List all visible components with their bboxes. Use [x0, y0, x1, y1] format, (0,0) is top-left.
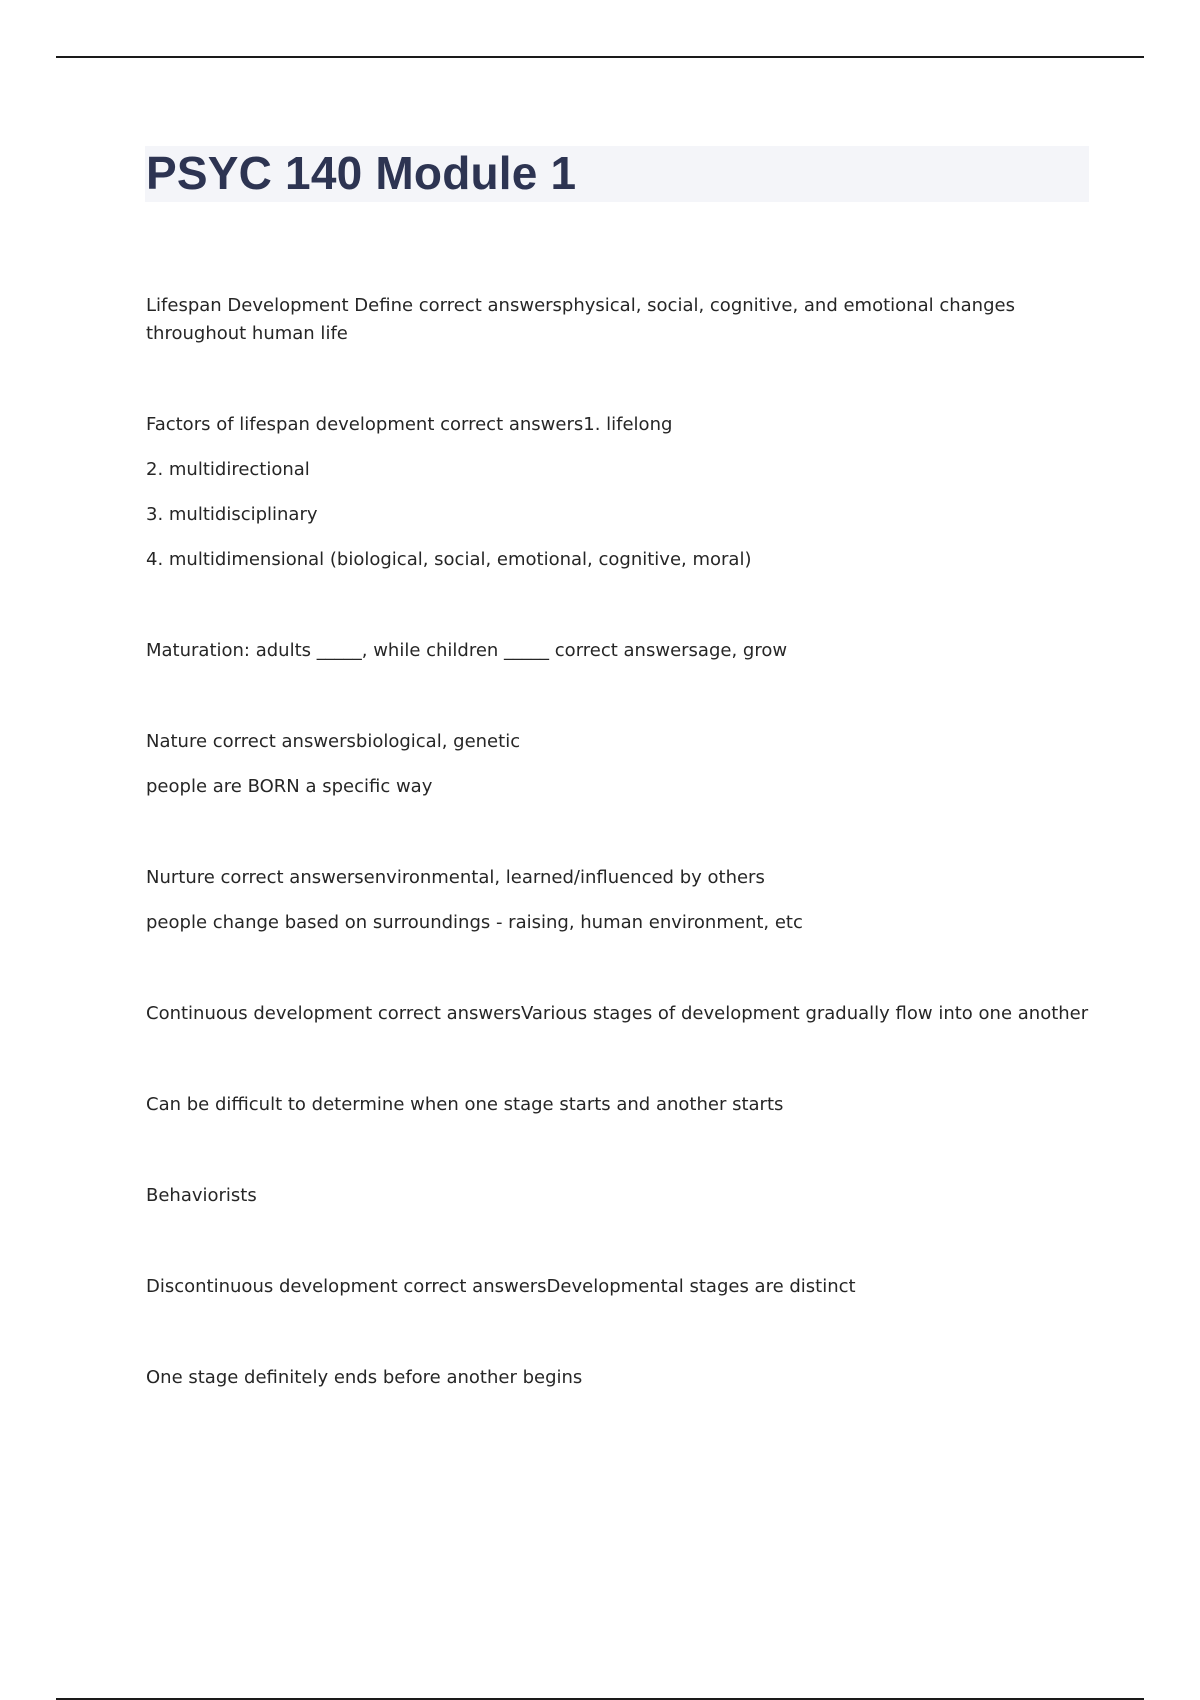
entry-nurture: Nurture correct answersenvironmental, learned/influenced by others: [146, 867, 765, 888]
entry-factor-multidimensional: 4. multidimensional (biological, social, emotional, cognitive, moral): [146, 549, 752, 570]
entry-nature-detail: people are BORN a specific way: [146, 776, 433, 797]
flashcard-content: [146, 292, 1091, 1392]
entry-nurture-detail: people change based on surroundings - raising, human environment, etc: [146, 912, 803, 933]
entry-discontinuous-detail: One stage definitely ends before another begins: [146, 1367, 583, 1388]
entry-factor-multidisciplinary: 3. multidisciplinary: [146, 504, 318, 525]
entry-factor-multidirectional: 2. multidirectional: [146, 459, 310, 480]
entry-behaviorists: Behaviorists: [146, 1185, 257, 1206]
entry-factors-of-lifespan: Factors of lifespan development correct answers1. lifelong: [146, 414, 673, 435]
entry-nature: Nature correct answersbiological, genetic: [146, 731, 521, 752]
entry-discontinuous-development: Discontinuous development correct answersDevelopmental stages are distinct: [146, 1276, 856, 1297]
entry-continuous-detail: Can be difficult to determine when one stage starts and another starts: [146, 1094, 784, 1115]
top-rule: [56, 56, 1144, 58]
entry-continuous-development: Continuous development correct answersVarious stages of development gradually flow into one another: [146, 1003, 1089, 1024]
entry-maturation: Maturation: adults _____, while children _____ correct answersage, grow: [146, 640, 788, 661]
entry-lifespan-development: Lifespan Development Define correct answersphysical, social, cognitive, and emotional changes throughout human life: [146, 295, 1015, 344]
page-title: PSYC 140 Module 1: [146, 147, 577, 199]
